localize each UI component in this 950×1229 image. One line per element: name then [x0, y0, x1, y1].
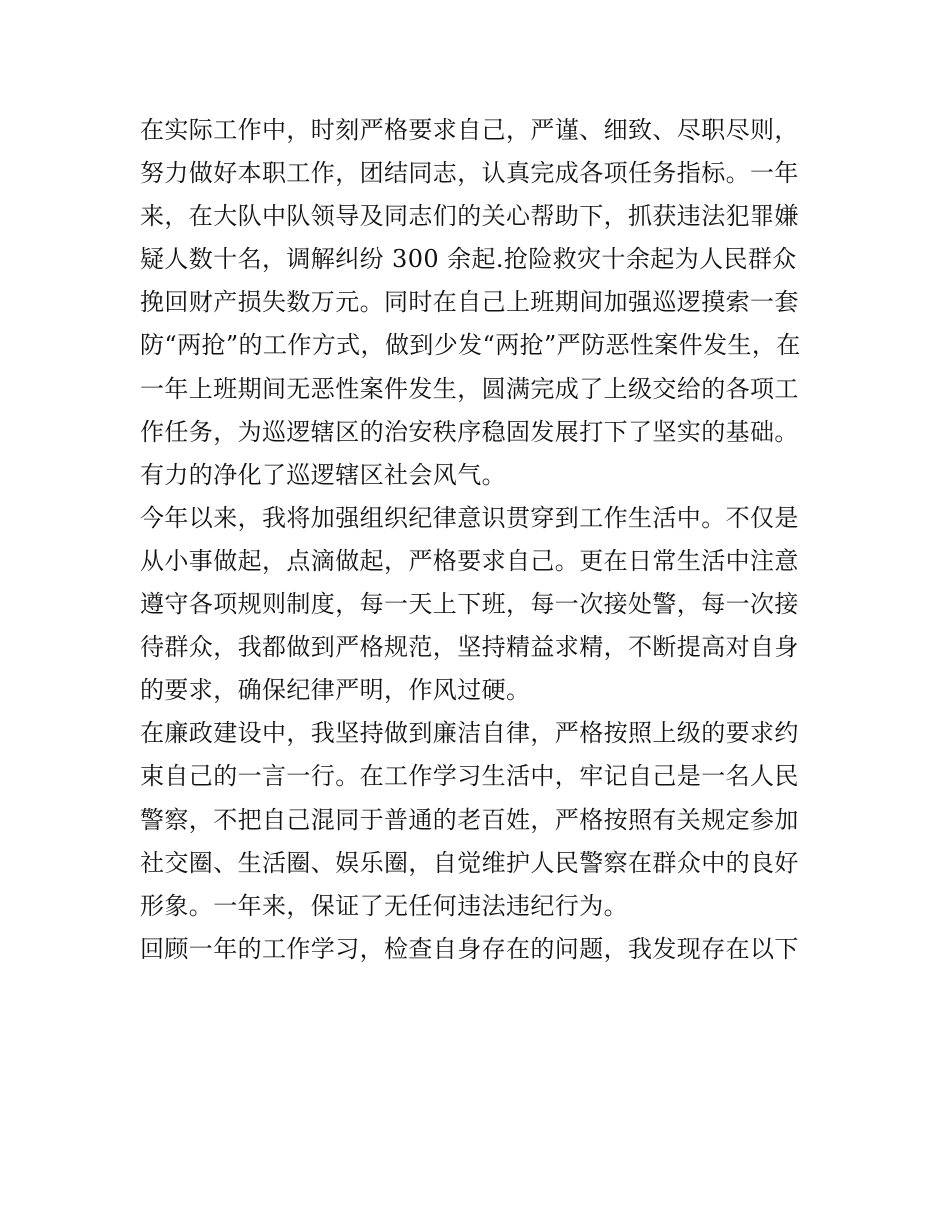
text-line: 有力的净化了巡逻辖区社会风气。 — [140, 460, 506, 489]
text-line: 社交圈、生活圈、娱乐圈，自觉维护人民警察在群众中的良好 — [140, 848, 799, 877]
text-line: 一年上班期间无恶性案件发生，圆满完成了上级交给的各项工 — [140, 374, 799, 403]
text-line: 在实际工作中，时刻严格要求自己，严谨、细致、尽职尽则， — [140, 116, 799, 144]
text-line: 疑人数十名，调解纠纷 300 余起.抢险救灾十余起为人民群众 — [140, 245, 797, 274]
text-line: 在廉政建设中，我坚持做到廉洁自律，严格按照上级的要求约 — [140, 719, 799, 748]
text-line: 的要求，确保纪律严明，作风过硬。 — [140, 676, 531, 705]
text-line: 挽回财产损失数万元。同时在自己上班期间加强巡逻摸索一套 — [140, 288, 799, 317]
text-line: 回顾一年的工作学习，检查自身存在的问题，我发现存在以下 — [140, 934, 799, 963]
text-line: 今年以来，我将加强组织纪律意识贯穿到工作生活中。不仅是 — [140, 503, 799, 532]
text-line: 待群众，我都做到严格规范，坚持精益求精，不断提高对自身 — [140, 633, 799, 662]
text-line: 形象。一年来，保证了无任何违法违纪行为。 — [140, 891, 628, 920]
body-text — [140, 109, 820, 971]
text-line: 作任务，为巡逻辖区的治安秩序稳固发展打下了坚实的基础。 — [140, 417, 799, 446]
text-line: 努力做好本职工作，团结同志，认真完成各项任务指标。一年 — [140, 159, 799, 188]
text-line: 从小事做起，点滴做起，严格要求自己。更在日常生活中注意 — [140, 546, 799, 575]
text-line: 警察，不把自己混同于普通的老百姓，严格按照有关规定参加 — [140, 805, 799, 834]
text-line: 防“两抢”的工作方式，做到少发“两抢”严防恶性案件发生，在 — [140, 331, 801, 360]
text-line: 来，在大队中队领导及同志们的关心帮助下，抓获违法犯罪嫌 — [140, 202, 799, 231]
text-line: 遵守各项规则制度，每一天上下班，每一次接处警，每一次接 — [140, 590, 799, 619]
text-line: 束自己的一言一行。在工作学习生活中，牢记自己是一名人民 — [140, 762, 799, 791]
